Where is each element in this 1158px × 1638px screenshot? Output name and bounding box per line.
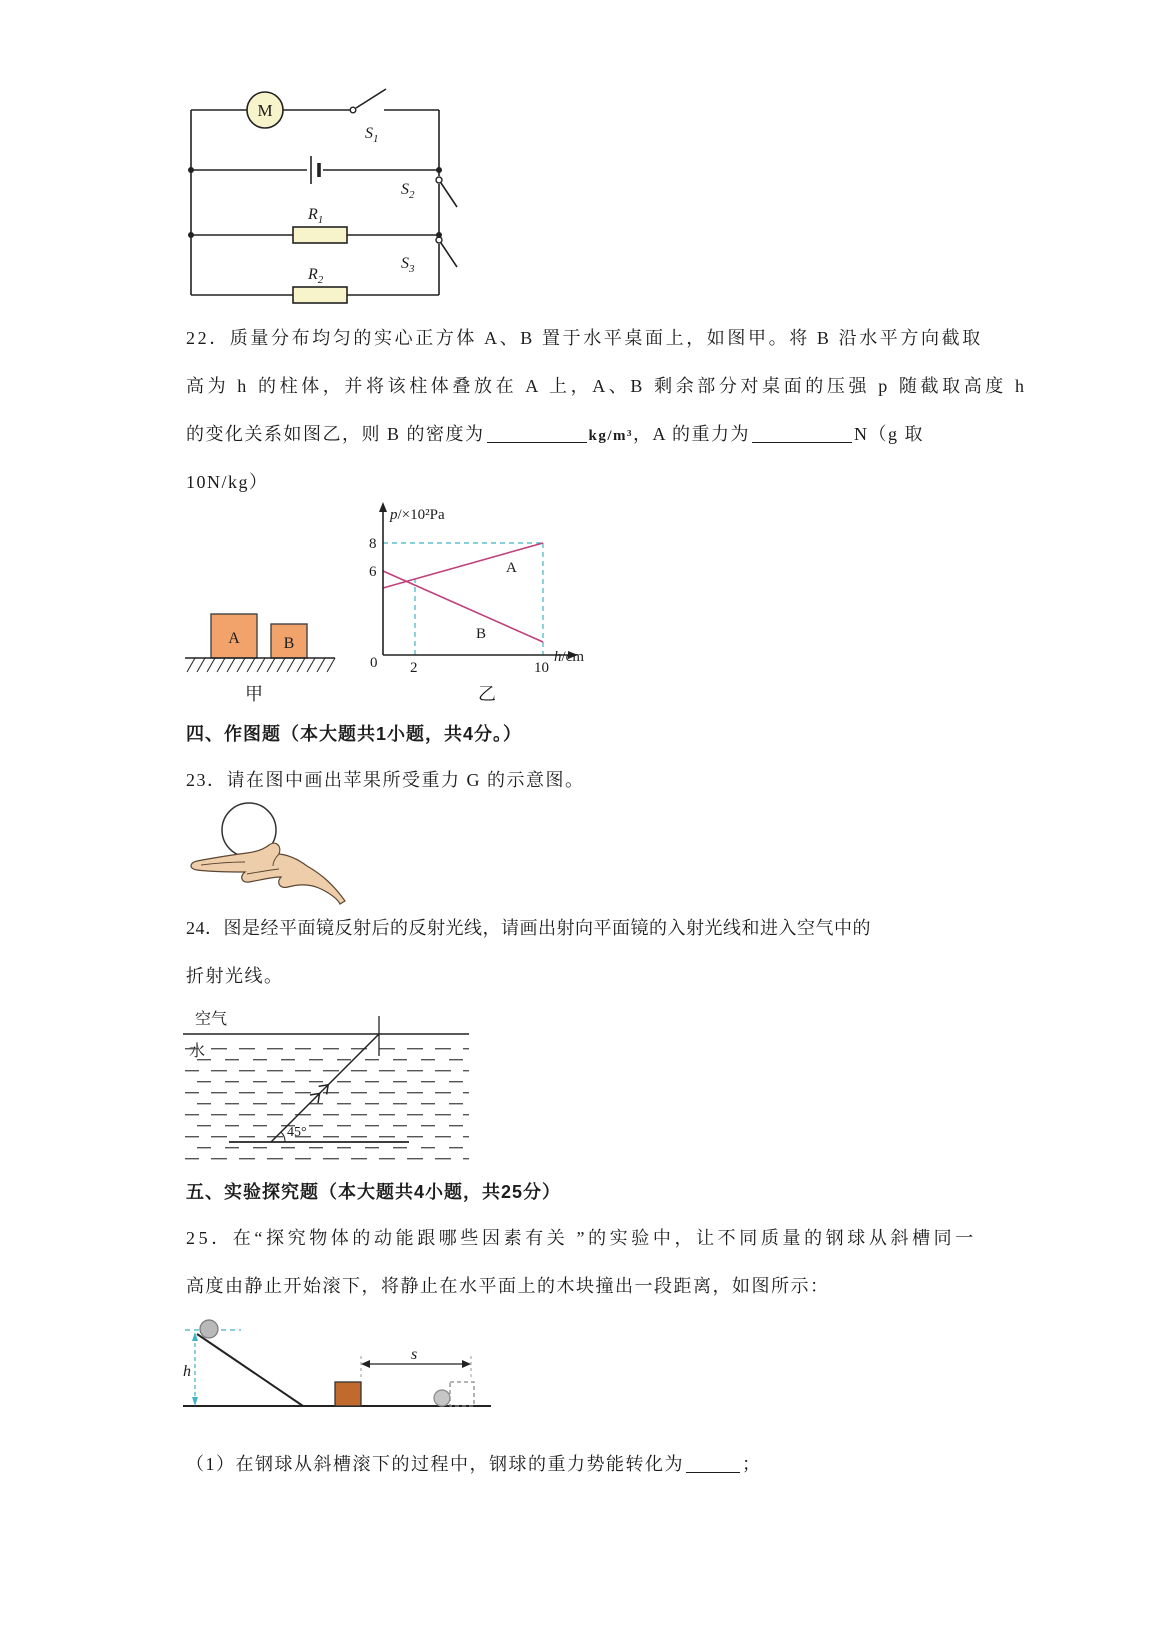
blocks-figure [183, 598, 351, 682]
section4-heading: 四、作图题（本大题共1小题，共4分。） [186, 724, 523, 744]
q25-line1: 25．在“探究物体的动能跟哪些因素有关 ”的实验中，让不同质量的钢球从斜槽同一 [186, 1228, 977, 1248]
wood-block [335, 1382, 361, 1406]
q25-sub1-text: （1）在钢球从斜槽滚下的过程中，钢球的重力势能转化为 [186, 1454, 684, 1474]
answer-blank-energy [686, 1454, 740, 1473]
figure-jia-caption: 甲 [245, 684, 264, 704]
q22-line2: 高为 h 的柱体，并将该柱体叠放在 A 上，A、B 剩余部分对桌面的压强 p 随截取高度 h [186, 376, 1028, 396]
circuit-figure [183, 76, 473, 324]
switch-s1-label: $S_1$ [365, 125, 379, 145]
y-axis-arrow [379, 502, 387, 512]
q22-line3 [186, 422, 924, 448]
q24-line1: 24．图是经平面镜反射后的反射光线，请画出射向平面镜的入射光线和进入空气中的 [186, 918, 871, 938]
q22-line3-text1: 的变化关系如图乙，则 B 的密度为 [186, 424, 485, 444]
air-label: 空气 [195, 1011, 228, 1028]
pressure-graph [358, 498, 598, 683]
s-arrow-right [462, 1360, 471, 1368]
graph-tick-10: 10 [534, 660, 549, 676]
graph-line-b [383, 571, 543, 642]
hand [191, 843, 345, 904]
q22-line4: 10N/kg） [186, 472, 269, 492]
q25-sub1 [186, 1452, 762, 1476]
graph-origin: 0 [370, 655, 378, 671]
q24-line2: 折射光线。 [186, 966, 284, 986]
resistor-r1-label: $R_1$ [308, 206, 324, 226]
battery-icon [311, 156, 319, 184]
incline-figure [183, 1318, 498, 1428]
angle-label: 45° [287, 1125, 307, 1140]
apple-hand-figure [183, 798, 358, 908]
s-label: s [411, 1346, 418, 1363]
resistor-r2-icon [293, 287, 347, 303]
steel-ball-top [200, 1320, 218, 1338]
graph-dashed-guides [383, 543, 543, 655]
q22-unit: kg/m³ [588, 428, 634, 444]
q25-line2: 高度由静止开始滚下，将静止在水平面上的木块撞出一段距离，如图所示： [186, 1276, 830, 1296]
water-fill [185, 1040, 469, 1166]
graph-series-a-label: A [506, 560, 517, 576]
block-a-label: A [228, 630, 240, 647]
resistor-r2-label: $R_2$ [308, 266, 324, 286]
block-final-position [450, 1382, 474, 1406]
graph-tick-2: 2 [410, 660, 418, 676]
s-arrow-left [361, 1360, 370, 1368]
q22-line1: 22．质量分布均匀的实心正方体 A、B 置于水平桌面上，如图甲。将 B 沿水平方向截取 [186, 328, 983, 348]
resistor-r1-icon [293, 227, 347, 243]
graph-tick-8: 8 [369, 536, 377, 552]
graph-xlabel: h/cm [554, 649, 584, 665]
h-arrow-up [192, 1332, 198, 1341]
water-mirror-figure [183, 1000, 475, 1172]
switch-s3-label: $S_3$ [401, 255, 415, 275]
answer-blank-weight [752, 424, 852, 443]
answer-blank-density [487, 424, 587, 443]
h-label: h [183, 1363, 191, 1380]
ground-hatching [187, 658, 335, 672]
figure-yi-caption: 乙 [478, 684, 497, 704]
motor-label: M [257, 101, 273, 120]
switch-s2-label: $S_2$ [401, 181, 415, 201]
graph-series-b-label: B [476, 626, 487, 642]
incline-ramp [197, 1334, 303, 1406]
q25-sub1-end: ； [742, 1454, 762, 1474]
graph-tick-6: 6 [369, 564, 377, 580]
switch-s1-icon [350, 89, 386, 113]
q22-line3-text2: ，A 的重力为 [633, 424, 751, 444]
graph-ylabel: p/×10²Pa [390, 507, 445, 523]
steel-ball-final [434, 1390, 450, 1406]
q23-text: 23．请在图中画出苹果所受重力 G 的示意图。 [186, 770, 585, 790]
block-b-label: B [283, 635, 295, 652]
h-arrow-down [192, 1397, 198, 1406]
section5-heading: 五、实验探究题（本大题共4小题，共25分） [186, 1182, 562, 1202]
q22-line3-text3: N（g 取 [854, 424, 925, 444]
